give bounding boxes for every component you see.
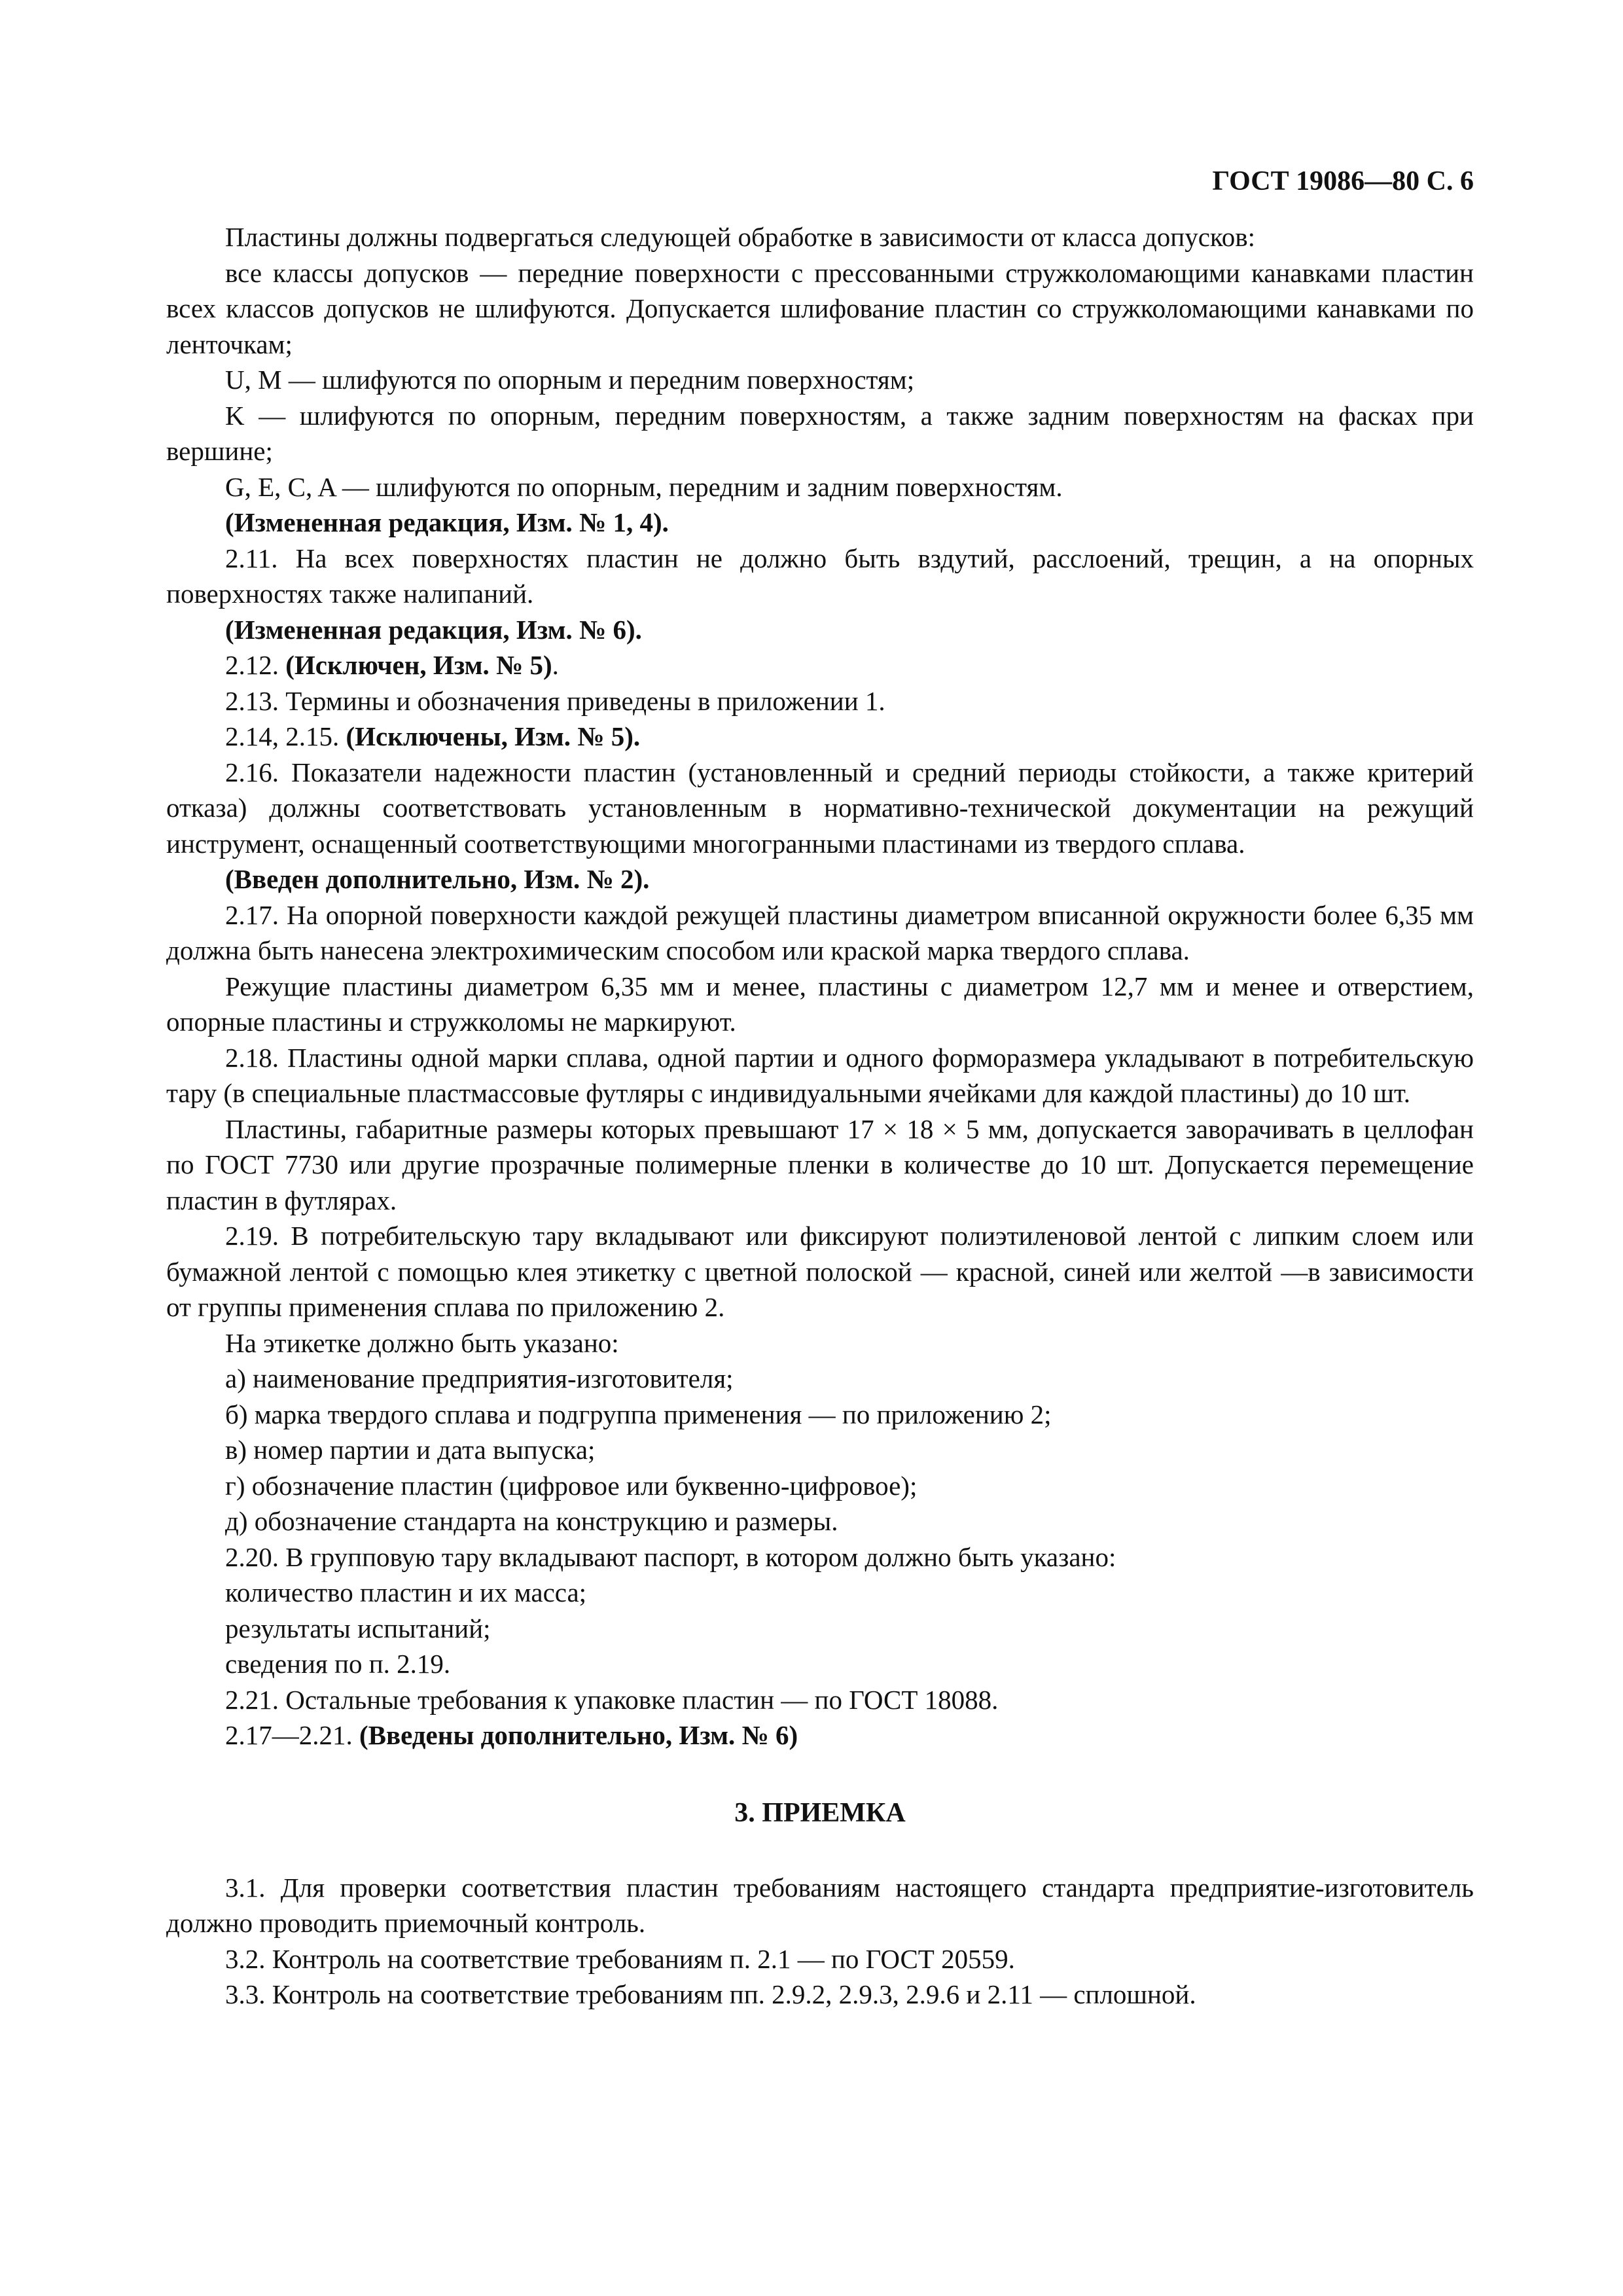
paragraph: Режущие пластины диаметром 6,35 мм и менее, пластины с диаметром 12,7 мм и менее и отверстием, опорные пластины и стружколомы не маркируют.: [166, 971, 1474, 1037]
list-item: количество пластин и их масса;: [225, 1577, 587, 1607]
list-item: б) марка твердого сплава и подгруппа применения — по приложению 2;: [225, 1399, 1052, 1429]
paragraph: K — шлифуются по опорным, передним поверхностям, а также задним поверхностям на фасках при вершине;: [166, 400, 1474, 466]
list-item: сведения по п. 2.19.: [225, 1649, 451, 1679]
paragraph: G, E, C, A — шлифуются по опорным, передним и задним поверхностям.: [225, 471, 1063, 502]
paragraph: 2.11. На всех поверхностях пластин не должно быть вздутий, расслоений, трещин, а на опорных поверхностях также налипаний.: [166, 543, 1474, 609]
amendment-note: (Введены дополнительно, Изм. № 6): [359, 1720, 798, 1750]
list-intro: На этикетке должно быть указано:: [225, 1327, 619, 1358]
punctuation: .: [552, 650, 559, 680]
paragraph: 2.16. Показатели надежности пластин (установленный и средний периоды стойкости, а также критерий отказа) должны соответствовать установленным в нормативно-технической документации на режущий инструмент, оснащенный соответствующими многогранными пластинами из твердого сплава.: [166, 757, 1474, 859]
paragraph: 2.21. Остальные требования к упаковке пластин — по ГОСТ 18088.: [225, 1684, 999, 1715]
amendment-note: (Введен дополнительно, Изм. № 2).: [225, 864, 650, 894]
amendment-note: (Исключен, Изм. № 5): [285, 650, 552, 680]
paragraph: 2.13. Термины и обозначения приведены в приложении 1.: [225, 685, 885, 716]
paragraph: Пластины должны подвергаться следующей обработке в зависимости от класса допусков:: [225, 222, 1255, 252]
paragraph: 3.2. Контроль на соответствие требованиям п. 2.1 — по ГОСТ 20559.: [225, 1943, 1015, 1974]
paragraph: 2.18. Пластины одной марки сплава, одной партии и одного форморазмера укладывают в потребительскую тару (в специальные пластмассовые футляры с индивидуальными ячейками для каждой пластины) до 10 шт.: [166, 1042, 1474, 1108]
paragraph: U, M — шлифуются по опорным и передним поверхностям;: [225, 365, 915, 395]
paragraph: [166, 647, 1474, 683]
paragraph: 2.17. На опорной поверхности каждой режущей пластины диаметром вписанной окружности более 6,35 мм должна быть нанесена электрохимическим способом или краской марка твердого сплава.: [166, 899, 1474, 965]
paragraph: Пластины, габаритные размеры которых превышают 17 × 18 × 5 мм, допускается заворачивать в целлофан по ГОСТ 7730 или другие прозрачные полимерные пленки в количестве до 10 шт. Допускается перемещение пластин в футлярах.: [166, 1113, 1474, 1215]
page-header: ГОСТ 19086—80 С. 6: [1212, 166, 1474, 196]
amendment-note: (Измененная редакция, Изм. № 6).: [225, 614, 642, 645]
clause-number: 2.12.: [225, 650, 286, 680]
paragraph: [166, 719, 1474, 755]
list-item: а) наименование предприятия-изготовителя;: [225, 1363, 734, 1393]
clause-number: 2.17—2.21.: [225, 1720, 359, 1750]
paragraph: [225, 1717, 1474, 1753]
clause-number: 2.14, 2.15.: [225, 721, 346, 751]
document-body: [166, 219, 1474, 2013]
list-item: г) обозначение пластин (цифровое или буквенно-цифровое);: [225, 1470, 918, 1501]
amendment-note: (Измененная редакция, Изм. № 1, 4).: [225, 507, 669, 537]
list-item: результаты испытаний;: [225, 1613, 491, 1643]
paragraph: 2.19. В потребительскую тару вкладывают или фиксируют полиэтиленовой лентой с липким слоем или бумажной лентой с помощью клея этикетку с цветной полоской — красной, синей или желтой —в зависимости от группы применения сплава по приложению 2.: [166, 1221, 1474, 1322]
list-item: в) номер партии и дата выпуска;: [225, 1435, 596, 1465]
paragraph: 3.3. Контроль на соответствие требованиям пп. 2.9.2, 2.9.3, 2.9.6 и 2.11 — сплошной.: [225, 1979, 1196, 2009]
paragraph: все классы допусков — передние поверхности с прессованными стружколомающими канавками пластин всех классов допусков не шлифуются. Допускается шлифование пластин со стружколомающими канавками по ленточкам;: [166, 257, 1474, 359]
list-item: д) обозначение стандарта на конструкцию и размеры.: [225, 1506, 838, 1536]
paragraph: 3.1. Для проверки соответствия пластин требованиям настоящего стандарта предприятие-изготовитель должно проводить приемочный контроль.: [166, 1872, 1474, 1938]
section-title: 3. ПРИЕМКА: [734, 1797, 906, 1828]
paragraph: 2.20. В групповую тару вкладывают паспорт, в котором должно быть указано:: [225, 1541, 1116, 1572]
amendment-note: (Исключены, Изм. № 5).: [346, 721, 641, 751]
